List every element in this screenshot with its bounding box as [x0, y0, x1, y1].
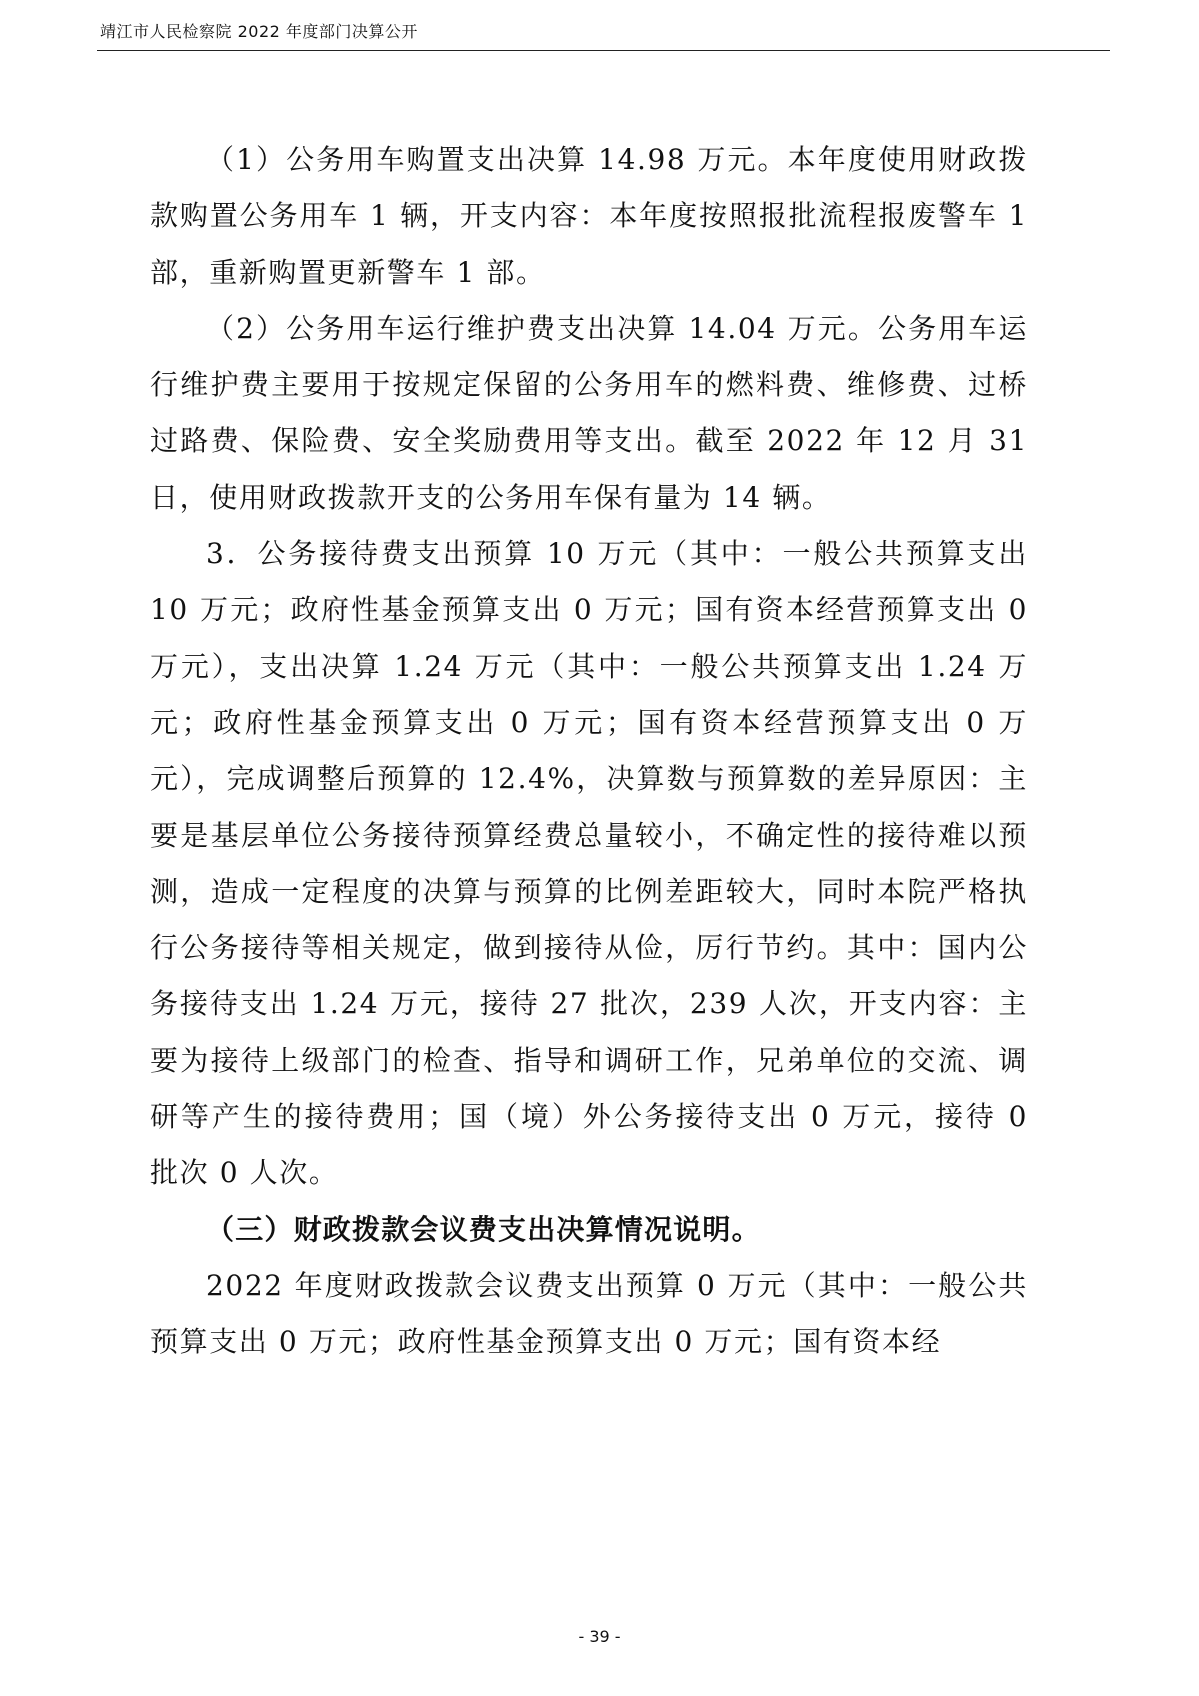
section-heading-meeting-expense: （三）财政拨款会议费支出决算情况说明。	[206, 1212, 761, 1246]
header-divider	[97, 50, 1110, 51]
document-body	[150, 132, 1028, 1371]
paragraph-reception-expense: 3．公务接待费支出预算 10 万元（其中：一般公共预算支出 10 万元；政府性基金预算支出 0 万元；国有资本经营预算支出 0 万元），支出决算 1.24 万元（其中：一般公共预算支出 1.24 万元；政府性基金预算支出 0 万元；国有资本经营预算支出 0 万元），完成调整后预算的 12.4%，决算数与预算数的差异原因：主要是基层单位公务接待预算经费总量较小，不确定性的接待难以预测，造成一定程度的决算与预算的比例差距较大，同时本院严格执行公务接待等相关规定，做到接待从俭，厉行节约。其中：国内公务接待支出 1.24 万元，接待 27 批次，239 人次，开支内容：主要为接待上级部门的检查、指导和调研工作，兄弟单位的交流、调研等产生的接待费用；国（境）外公务接待支出 0 万元，接待 0 批次 0 人次。	[150, 537, 1028, 1190]
page-header-title: 靖江市人民检察院 2022 年度部门决算公开	[100, 22, 418, 41]
paragraph-meeting-expense: 2022 年度财政拨款会议费支出预算 0 万元（其中：一般公共预算支出 0 万元；政府性基金预算支出 0 万元；国有资本经	[150, 1268, 1028, 1359]
paragraph-vehicle-maintenance: （2）公务用车运行维护费支出决算 14.04 万元。公务用车运行维护费主要用于按规定保留的公务用车的燃料费、维修费、过桥过路费、保险费、安全奖励费用等支出。截至 2022 年 12 月 31 日，使用财政拨款开支的公务用车保有量为 14 辆。	[150, 311, 1028, 514]
page-number: - 39 -	[578, 1627, 621, 1646]
paragraph-vehicle-purchase: （1）公务用车购置支出决算 14.98 万元。本年度使用财政拨款购置公务用车 1 辆，开支内容：本年度按照报批流程报废警车 1 部，重新购置更新警车 1 部。	[150, 143, 1028, 289]
